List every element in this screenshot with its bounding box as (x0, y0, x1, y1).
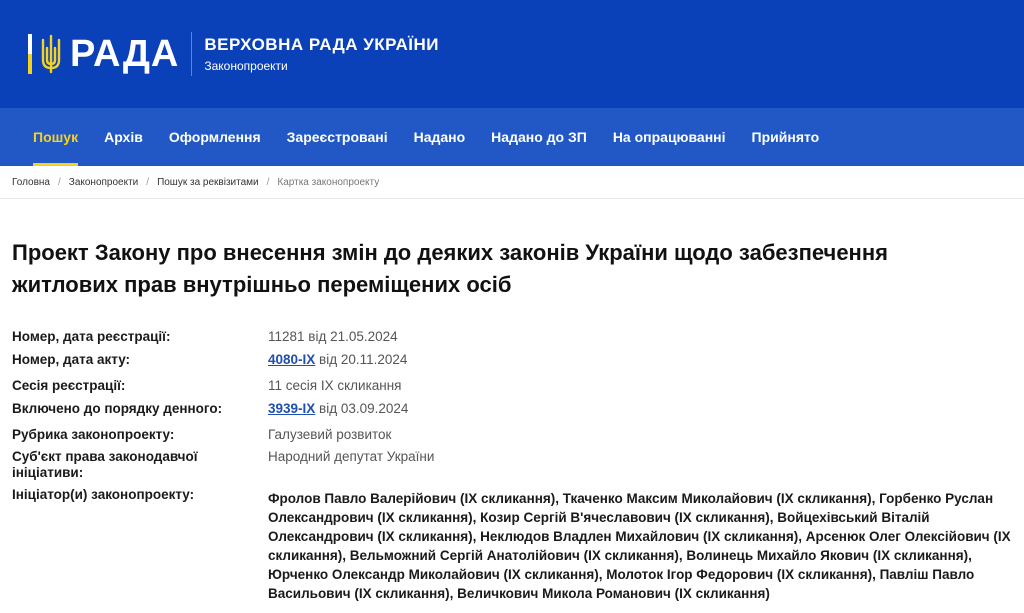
breadcrumb-current: Картка законопроекту (277, 176, 380, 188)
site-subtitle: Законопроекти (204, 59, 288, 73)
bill-details (12, 329, 1012, 603)
site-logo[interactable] (28, 32, 439, 76)
field-value: 11 сесія IX скликання (268, 378, 402, 393)
breadcrumb-search[interactable]: Пошук за реквізитами (157, 176, 259, 188)
logo-divider (191, 32, 192, 76)
nav-item-archive[interactable]: Архів (104, 129, 143, 145)
field-label: Суб'єкт права законодавчої ініціативи: (12, 449, 198, 480)
act-date: від 20.11.2024 (315, 352, 408, 367)
field-value: 11281 від 21.05.2024 (268, 329, 398, 344)
field-row-initiators (12, 487, 1012, 603)
breadcrumb-separator: / (266, 176, 270, 188)
main-nav (0, 108, 1024, 166)
nav-item-search[interactable]: Пошук (20, 108, 91, 166)
field-row-agenda (12, 401, 1012, 427)
trident-icon (40, 34, 62, 74)
field-label: Включено до порядку денного: (12, 401, 223, 416)
field-row-subject (12, 449, 1012, 487)
field-value (268, 352, 1012, 378)
breadcrumb-separator: / (58, 176, 61, 188)
flag-icon (28, 34, 32, 74)
field-row-registration (12, 329, 1012, 352)
field-label: Рубрика законопроекту: (12, 427, 175, 442)
field-row-rubric (12, 427, 1012, 449)
nav-item-drafting[interactable]: Оформлення (168, 129, 261, 145)
page-title: Проект Закону про внесення змін до деяких законів України щодо забезпечення житлових прав внутрішньо переміщених осіб (12, 240, 888, 297)
nav-item-submitted-zp[interactable]: Надано до ЗП (491, 129, 587, 145)
nav-item-in-progress[interactable]: На опрацюванні (612, 129, 726, 145)
breadcrumb (0, 166, 1024, 199)
breadcrumb-bills[interactable]: Законопроекти (68, 176, 139, 188)
nav-item-registered[interactable]: Зареєстровані (286, 129, 388, 145)
agenda-link[interactable]: 3939-IX (268, 401, 316, 416)
logo-text: РАДА (70, 33, 180, 75)
breadcrumb-home[interactable]: Головна (12, 176, 50, 188)
breadcrumb-separator: / (146, 176, 150, 188)
field-value (268, 401, 1012, 427)
nav-item-submitted[interactable]: Надано (413, 129, 466, 145)
field-label: Ініціатор(и) законопроекту: (12, 487, 195, 502)
site-header (0, 0, 1024, 108)
field-value: Галузевий розвиток (268, 427, 392, 442)
field-value: Народний депутат України (268, 449, 435, 464)
field-label: Номер, дата реєстрації: (12, 329, 171, 344)
site-title: ВЕРХОВНА РАДА УКРАЇНИ (204, 35, 439, 54)
nav-item-adopted[interactable]: Прийнято (751, 129, 820, 145)
logo-subtitle-block (204, 35, 439, 73)
agenda-date: від 03.09.2024 (315, 401, 409, 416)
initiators-list: Фролов Павло Валерійович (IX скликання), Ткаченко Максим Миколайович (IX скликання), Горбенко Руслан Олександрович (IX скликання), Козир Сергій В'ячеславович (IX скликання), Войцехівський Віталій Олександрович (IX скликання), Неклюдов Владлен Михайлович (IX скликання), Арсенюк Олег Олексійович (IX скликання), Вельможний Сергій Анатолійович (IX скликання), Волинець Михайло Якович (IX скликання), Юрченко Олександр Миколайович (IX скликання), Молоток Ігор Федорович (IX скликання), Павліш Павло Васильович (IX скликання), Величкович Микола Романович (IX скликання) (268, 491, 1011, 601)
act-link[interactable]: 4080-IX (268, 352, 316, 367)
field-row-session (12, 378, 1012, 401)
field-label: Номер, дата акту: (12, 352, 131, 367)
field-row-act (12, 352, 1012, 378)
field-label: Сесія реєстрації: (12, 378, 126, 393)
